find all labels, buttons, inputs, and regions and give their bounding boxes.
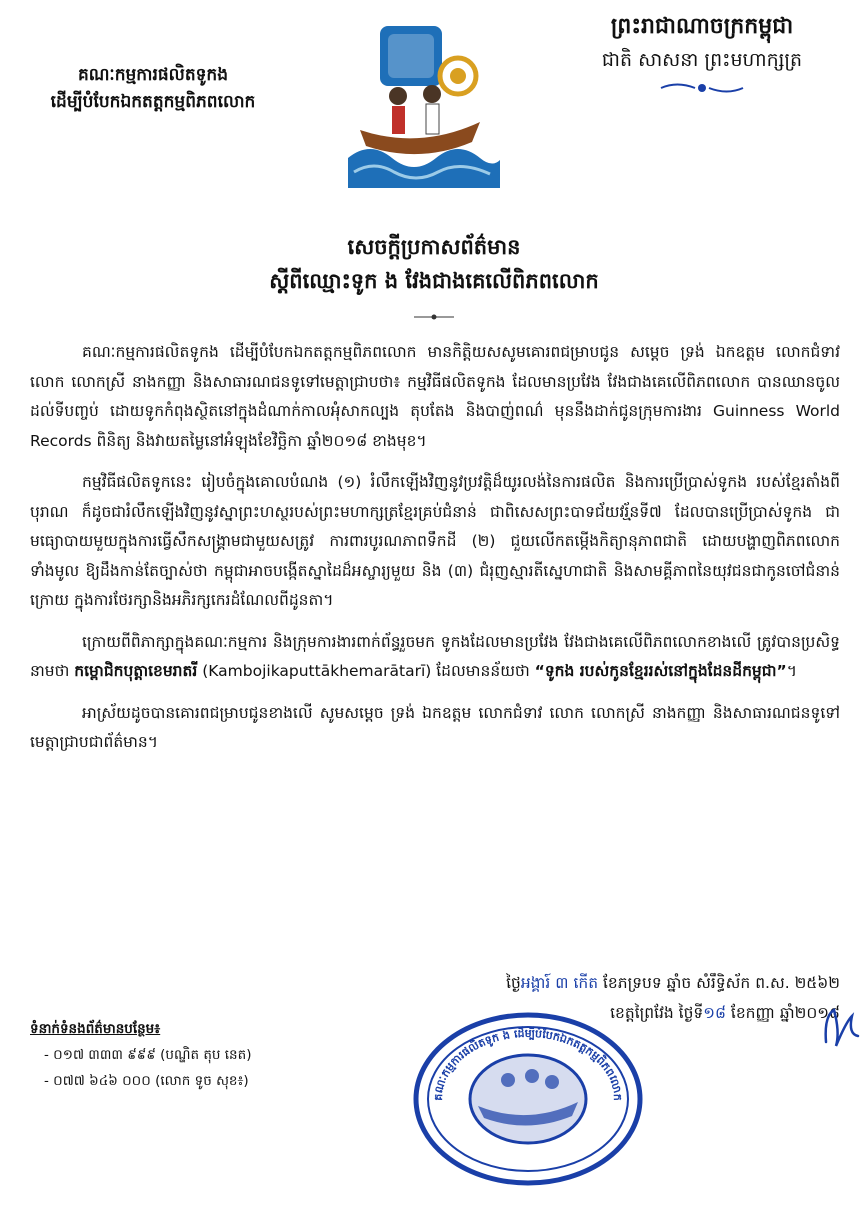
contact-item: - ០៧៧ ៦៤៦ ០០០ (លោក ទូច សុខ៖): [44, 1073, 249, 1089]
kingdom-name: ព្រះរាជាណាចក្រកម្ពុជា: [610, 14, 794, 39]
kingdom-header: [552, 10, 852, 94]
ornament-divider: [657, 80, 747, 94]
paragraph-2: កម្មវិធីផលិតទូកនេះ រៀបចំក្នុងគោលបំណង (១) រំលឹកឡើងវិញនូវប្រវត្តិដ៏យូរលង់នៃការផលិត និងការប្រើប្រាស់ទូកង របស់ខ្មែរតាំងពីបុរាណ ក៏ដូចជារំលឹកឡើងវិញនូវស្នាព្រះហស្ថរបស់ព្រះមហាក្សត្រខ្មែរគ្រប់ជំនាន់ ជាពិសេសព្រះបាទជ័យវរ្ម័នទី៧ ដែលបានប្រើប្រាស់ទូកង ជាមធ្យោបាយមួយក្នុងការធ្វើសឹកសង្គ្រាមជាមួយសត្រូវ ការពារបូរណភាពទឹកដី (២) ជួយលើកតម្កើងកិត្យានុភាពជាតិ ដោយបង្ហាញពិភពលោកទាំងមូល ឱ្យដឹងកាន់តែច្បាស់ថា កម្ពុជាអាចបង្កើតស្នាដៃដ៏អស្ចារ្យមួយ និង (៣) ជំរុញស្មារតីស្នេហាជាតិ និងសាមគ្គីភាពនៃយុវជនជាកូនចៅជំនាន់ក្រោយ ក្នុងការថែរក្សានិងអភិរក្សកេរដំណែលពីដូនតា។: [30, 473, 840, 609]
paragraph-3-end: ។: [786, 662, 797, 680]
contact-title: ទំនាក់ទំនងព័ត៌មានបន្ថែម៖: [30, 1021, 161, 1037]
title-divider: [414, 306, 454, 314]
boat-name-latin: (Kambojikaputtākhemarātarī) ដែលមានន័យថា: [197, 662, 535, 680]
lunar-date-prefix: ថ្ងៃ: [506, 974, 521, 992]
solar-date-fill: ១៨: [703, 1004, 726, 1022]
contact-info: [30, 1016, 350, 1094]
boat-name-meaning: “ទូកង របស់កូនខ្មែររស់នៅក្នុងដែនដីកម្ពុជា”: [534, 662, 787, 680]
boat-name: កម្ពោជិកបុត្តាខេមរាតរី: [74, 662, 198, 680]
signature: [818, 1002, 862, 1052]
paragraph-3: [30, 628, 840, 687]
solar-date-prefix: ខេត្តព្រៃវែង ថ្ងៃទី: [610, 1004, 704, 1022]
paragraph-4: អាស្រ័យដូចបានគោរពជម្រាបជូនខាងលើ សូមសម្តេច ទ្រង់ ឯកឧត្តម លោកជំទាវ លោក លោកស្រី នាងកញ្ញា និងសាធារណជនទូទៅ មេត្តាជ្រាបជាព័ត៌មាន។: [30, 703, 840, 751]
boat-logo: [340, 18, 505, 188]
solar-date-rest: ខែកញ្ញា ឆ្នាំ២០១៨: [726, 1004, 840, 1022]
title-line2: ស្តីពីឈ្មោះទូក ង វែងជាងគេលើពិភពលោក: [269, 269, 599, 293]
paragraph-1: គណៈកម្មការផលិតទូកង ដើម្បីបំបែកឯកតត្តកម្មពិភពលោក មានកិត្តិយសសូមគោរពជម្រាបជូន សម្តេច ទ្រង់ ឯកឧត្តម លោកជំទាវ លោក លោកស្រី នាងកញ្ញា និងសាធារណជនទូទៅមេត្តាជ្រាបថា៖ កម្មវិធីផលិតទូកង ដែលមានប្រវែង វែងជាងគេលើពិភពលោក បានឈានចូលដល់ទីបញ្ចប់ ដោយទូកកំពុងស្ថិតនៅក្នុងដំណាក់កាលអុំសាកល្បង តុបតែង និងបាញ់ពណ៌ មុននឹងដាក់ជូនក្រុមការងារ Guinness World Records ពិនិត្យ និងវាយតម្លៃនៅអំឡុងខែវិច្ឆិកា ឆ្នាំ២០១៨ ខាងមុខ។: [30, 343, 840, 450]
title-line1: សេចក្តីប្រកាសព័ត៌មាន: [347, 235, 521, 259]
lunar-date-rest: ខែភទ្របទ ឆ្នាំច សំរឹទ្ធិស័ក ព.ស. ២៥៦២: [598, 974, 840, 992]
lunar-date-fill: អង្គារ៍ ៣ កើត: [520, 974, 599, 992]
org-name-line1: គណៈកម្មការផលិតទូកង: [77, 65, 229, 85]
document-body: [30, 338, 840, 770]
organization-header: [22, 62, 284, 116]
seal-text: គណៈកម្មការផលិតទូក ង ដើម្បីបំបែកឯកតត្តកម្មពិភពលោក: [431, 1026, 625, 1102]
document-title: [0, 230, 868, 298]
org-name-line2: ដើម្បីបំបែកឯកតត្តកម្មពិភពលោក: [50, 92, 256, 112]
official-seal: [412, 1010, 644, 1188]
paragraph-3-intro: ក្រោយពីពិភាក្សាក្នុងគណៈកម្មការ និងក្រុមការងារពាក់ព័ន្ធរួចមក ទូកងដែលមានប្រវែង វែងជាងគេលើពិភពលោកខាងលើ ត្រូវបានប្រសិទ្ធនាមថា: [30, 632, 840, 680]
lunar-date: [340, 968, 840, 998]
contact-item: - ០១៧ ៣៣៣ ៩៩៩ (បណ្ឌិត តុប នេត): [44, 1047, 252, 1063]
national-motto: ជាតិ សាសនា ព្រះមហាក្សត្រ: [601, 49, 803, 71]
